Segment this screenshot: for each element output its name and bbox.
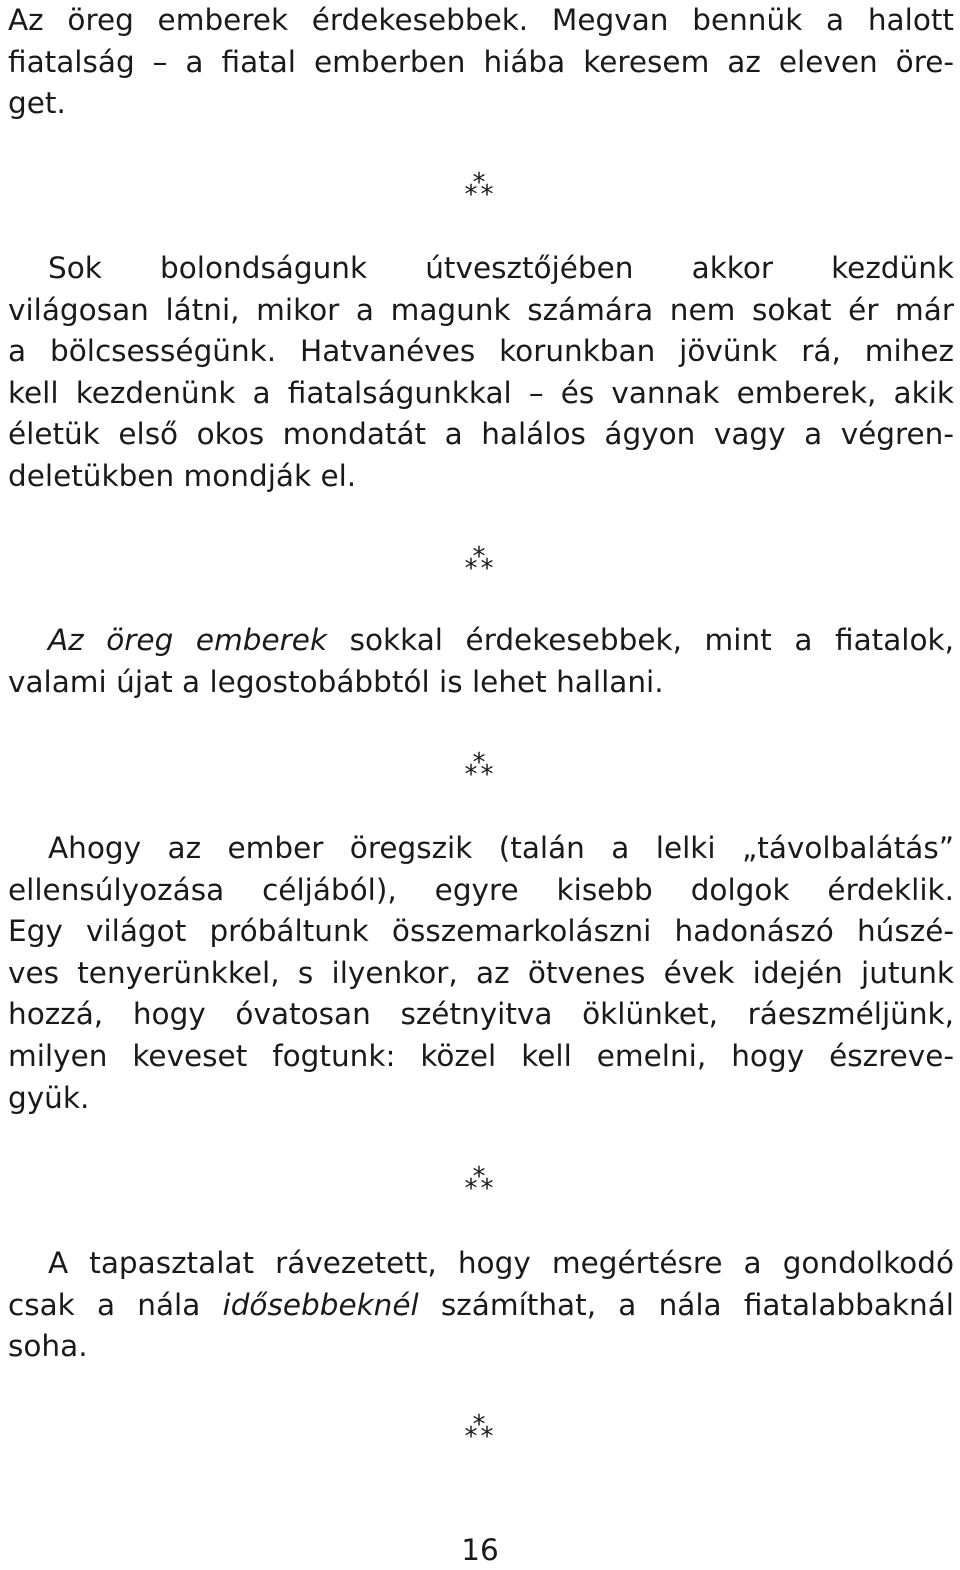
text-run: számíthat, a nála fiatalabbaknál (418, 1287, 954, 1322)
text-line: Az öreg emberek érdekesebbek. Megvan bennük a halott (8, 3, 954, 37)
asterism-divider: * * * (464, 168, 494, 210)
paragraph-5 (8, 1243, 954, 1368)
text-run: csak a nála (8, 1287, 223, 1322)
text-line: Sok bolondságunk útvesztőjében akkor kezdünk (48, 251, 954, 285)
paragraph-1 (8, 0, 954, 125)
italic-phrase: idősebbeknél (222, 1287, 419, 1322)
paragraph-3 (8, 620, 954, 703)
text-line: A tapasztalat rávezetett, hogy megértésre a gondolkodó (48, 1246, 954, 1280)
italic-phrase: Az öreg emberek (48, 623, 328, 657)
text-run: sokkal érdekesebbek, mint a fiatalok, (327, 623, 955, 657)
page-number: 16 (461, 1533, 499, 1567)
text-line: Ahogy az ember öregszik (talán a lelki „távolbalátás” (48, 831, 954, 865)
text-line: deletükben mondják el. (8, 458, 357, 493)
asterism-divider: * * * (464, 748, 494, 790)
text-line: Egy világot próbáltunk összemarkolászni hadonászó húszé- (8, 914, 954, 949)
text-line: kell kezdenünk a fiatalságunkkal – és vannak emberek, akik (8, 375, 954, 410)
paragraph-2 (8, 248, 954, 498)
text-line: get. (8, 86, 66, 121)
text-line: ves tenyerünkkel, s ilyenkor, az ötvenes évek idején jutunk (8, 955, 954, 990)
text-line: életük első okos mondatát a halálos ágyon vagy a végren- (8, 417, 954, 452)
asterism-divider: * * * (464, 1410, 494, 1452)
text-line (8, 620, 954, 662)
text-line (8, 1285, 954, 1327)
asterism-divider: * * * (464, 542, 494, 584)
text-line: fiatalság – a fiatal emberben hiába keresem az eleven öre- (8, 44, 954, 79)
text-line: ellensúlyozása céljából), egyre kisebb dolgok érdeklik. (8, 872, 954, 907)
asterism-divider: * * * (464, 1162, 494, 1204)
text-line: gyük. (8, 1080, 90, 1115)
text-line: valami újat a legostobábbtól is lehet hallani. (8, 664, 664, 699)
text-line: milyen keveset fogtunk: közel kell emelni, hogy észreve- (8, 1038, 954, 1073)
paragraph-4 (8, 828, 954, 1119)
text-line: világosan látni, mikor a magunk számára nem sokat ér már (8, 292, 954, 327)
text-line: soha. (8, 1329, 88, 1364)
text-line: a bölcsességünk. Hatvanéves korunkban jövünk rá, mihez (8, 334, 954, 369)
text-line: hozzá, hogy óvatosan szétnyitva öklünket, ráeszméljünk, (8, 997, 954, 1032)
